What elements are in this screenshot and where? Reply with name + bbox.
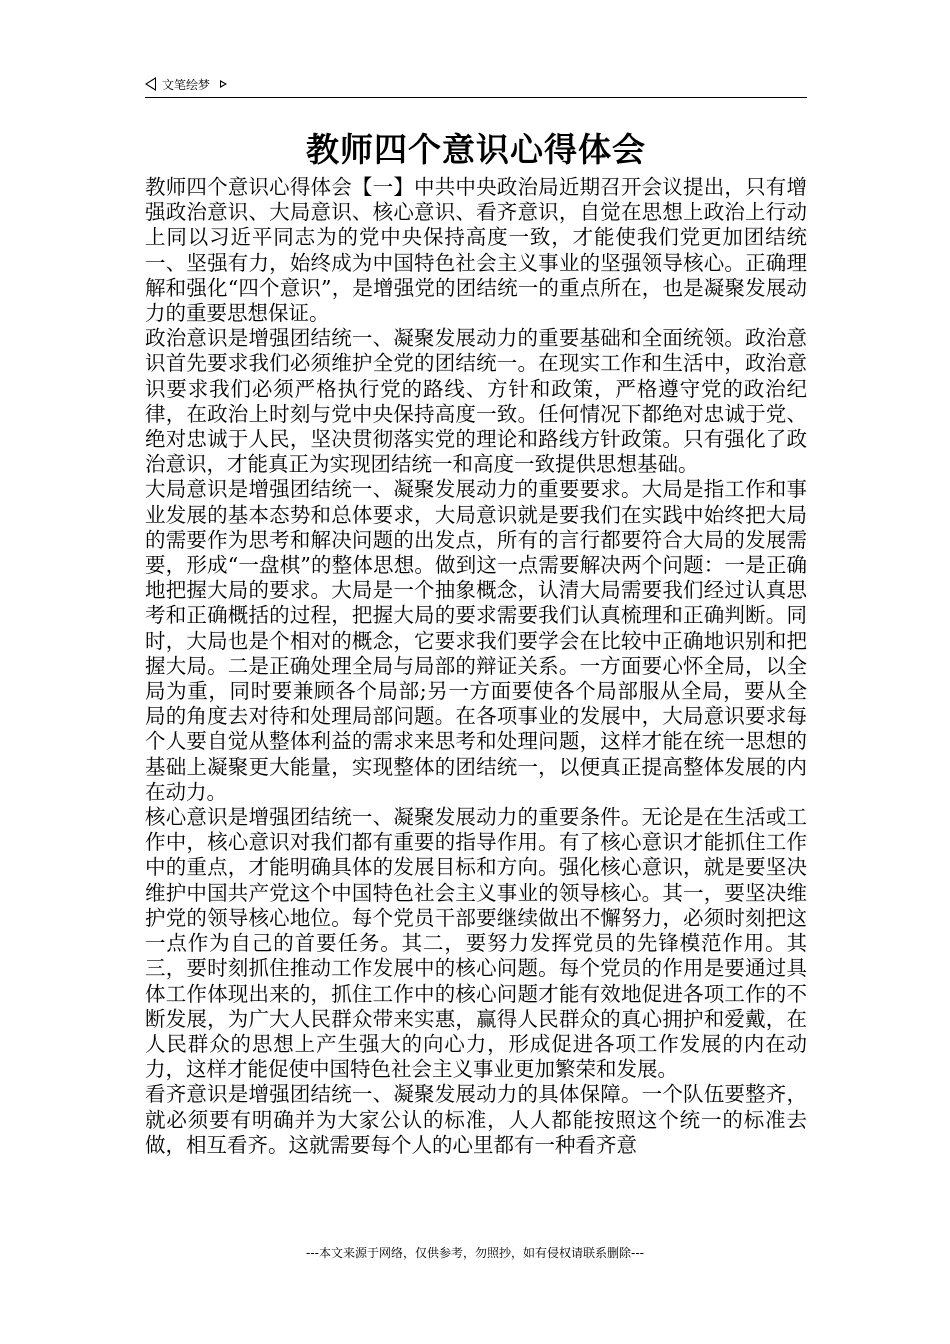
paragraph-alignment-awareness: 看齐意识是增强团结统一、凝聚发展动力的具体保障。一个队伍要整齐，就必须要有明确并为大家公认的标准，人人都能按照这个统一的标准去做，相互看齐。这就需要每个人的心里都有一种看齐意 [145,1082,807,1157]
paragraph-intro: 教师四个意识心得体会【一】中共中央政治局近期召开会议提出，只有增强政治意识、大局意识、核心意识、看齐意识，自觉在思想上政治上行动上同以习近平同志为的党中央保持高度一致，才能使我们党更加团结统一、坚强有力，始终成为中国特色社会主义事业的坚强领导核心。正确理解和强化“四个意识”，是增强党的团结统一的重点所在，也是凝聚发展动力的重要思想保证。 [145,175,807,326]
paragraph-core-awareness: 核心意识是增强团结统一、凝聚发展动力的重要条件。无论是在生活或工作中，核心意识对我们都有重要的指导作用。有了核心意识才能抓住工作中的重点，才能明确具体的发展目标和方向。强化核心意识，就是要坚决维护中国共产党这个中国特色社会主义事业的领导核心。其一，要坚决维护党的领导核心地位。每个党员干部要继续做出不懈努力，必须时刻把这一点作为自己的首要任务。其二，要努力发挥党员的先锋模范作用。其三，要时刻抓住推动工作发展中的核心问题。每个党员的作用是要通过具体工作体现出来的，抓住工作中的核心问题才能有效地促进各项工作的不断发展，为广大人民群众带来实惠，赢得人民群众的真心拥护和爱戴，在人民群众的思想上产生强大的向心力，形成促进各项工作发展的内在动力，这样才能促使中国特色社会主义事业更加繁荣和发展。 [145,805,807,1082]
triangle-right-outline-icon [220,80,227,88]
header-brand-row [145,74,807,94]
paragraph-overall-awareness: 大局意识是增强团结统一、凝聚发展动力的重要要求。大局是指工作和事业发展的基本态势和总体要求，大局意识就是要我们在实践中始终把大局的需要作为思考和解决问题的出发点，所有的言行都要符合大局的发展需要，形成“一盘棋”的整体思想。做到这一点需要解决两个问题：一是正确地把握大局的要求。大局是一个抽象概念，认清大局需要我们经过认真思考和正确概括的过程，把握大局的要求需要我们认真梳理和正确判断。同时，大局也是个相对的概念，它要求我们要学会在比较中正确地识别和把握大局。二是正确处理全局与局部的辩证关系。一方面要心怀全局，以全局为重，同时要兼顾各个局部;另一方面要使各个局部服从全局，要从全局的角度去对待和处理局部问题。在各项事业的发展中，大局意识要求每个人要自觉从整体利益的需求来思考和处理问题，这样才能在统一思想的基础上凝聚更大能量，实现整体的团结统一，以便真正提高整体发展的内在动力。 [145,477,807,804]
page-header [145,74,807,98]
document-title: 教师四个意识心得体会 [306,130,646,169]
paragraph-political-awareness: 政治意识是增强团结统一、凝聚发展动力的重要基础和全面统领。政治意识首先要求我们必须维护全党的团结统一。在现实工作和生活中，政治意识要求我们必须严格执行党的路线、方针和政策，严格遵守党的政治纪律，在政治上时刻与党中央保持高度一致。任何情况下都绝对忠诚于党、绝对忠诚于人民，坚决贯彻落实党的理论和路线方针政策。只有强化了政治意识，才能真正为实现团结统一和高度一致提供思想基础。 [145,326,807,477]
footer-notice: ---本文来源于网络，仅供参考，勿照抄，如有侵权请联系删除--- [306,1246,644,1260]
document-body [145,175,807,1158]
triangle-left-outline-icon [145,77,156,91]
header-brand: 文笔绘梦 [162,77,211,92]
